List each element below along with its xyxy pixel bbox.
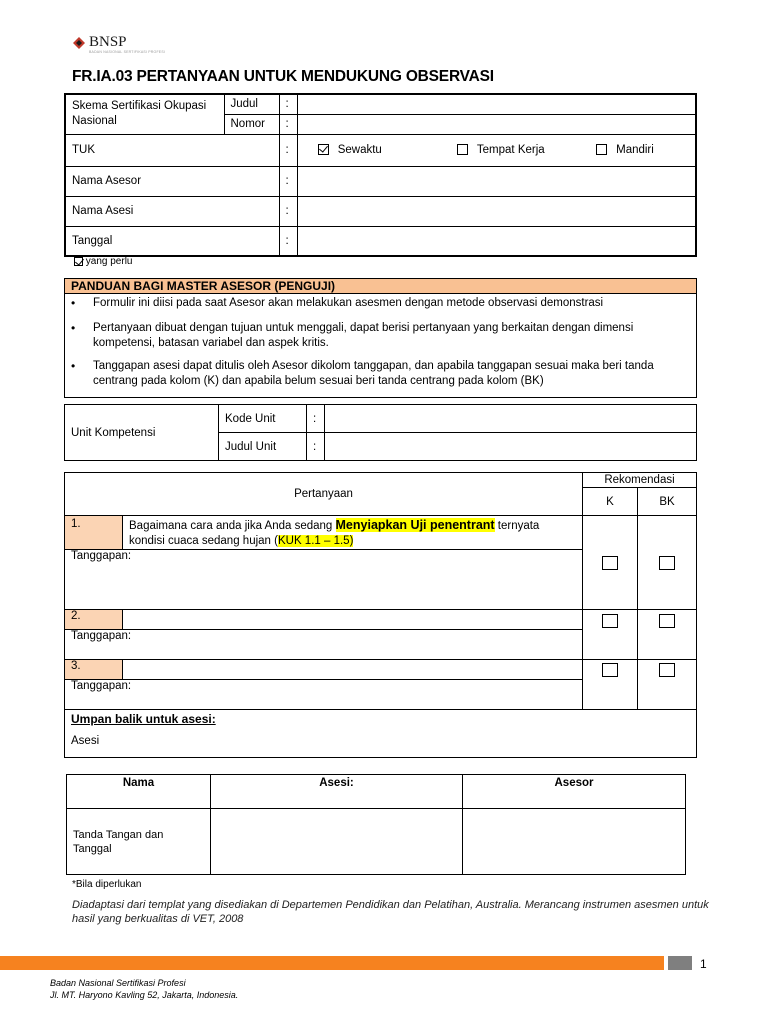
k-cell <box>583 516 638 610</box>
tuk-option-label: Mandiri <box>616 144 654 156</box>
footer-line-1: Badan Nasional Sertifikasi Profesi <box>50 978 186 988</box>
bk-header: BK <box>638 488 697 516</box>
checkbox-icon[interactable] <box>602 614 618 628</box>
question-1-text <box>123 516 583 550</box>
k-cell <box>583 610 638 660</box>
tuk-label: TUK <box>65 134 279 166</box>
panduan-body <box>65 294 697 398</box>
colon: : <box>307 433 325 461</box>
tanggal-label: Tanggal <box>65 226 279 256</box>
tanggapan-3[interactable]: Tanggapan: <box>65 680 583 710</box>
checkbox-icon[interactable] <box>596 144 607 155</box>
judul-label: Judul <box>224 94 279 114</box>
unit-kompetensi-label: Unit Kompetensi <box>65 405 219 461</box>
question-number: 3. <box>65 660 123 680</box>
checked-checkbox-icon <box>74 257 83 266</box>
kode-unit-field[interactable] <box>325 405 697 433</box>
rekomendasi-header: Rekomendasi <box>583 473 697 488</box>
question-table <box>64 472 697 758</box>
logo-text: BNSP <box>89 34 127 50</box>
question-3-text[interactable] <box>123 660 583 680</box>
panduan-item: • Tanggapan asesi dapat ditulis oleh Asesor dikolom tanggapan, dan apabila tanggapan sesuai maka beri tanda centrang pada kolom (K) dan apabila belum sesuai beri tanda centrang pada kolom (BK) <box>65 359 688 389</box>
panduan-item: • Formulir ini diisi pada saat Asesor akan melakukan asesmen dengan metode observasi demonstrasi <box>65 296 688 311</box>
nama-header: Nama <box>67 775 211 809</box>
checked-checkbox-icon[interactable] <box>318 144 329 155</box>
asesi-label: Asesi <box>71 735 100 747</box>
judul-unit-label: Judul Unit <box>219 433 307 461</box>
bk-cell <box>638 660 697 710</box>
checkbox-icon[interactable] <box>457 144 468 155</box>
tuk-option-sewaktu[interactable] <box>318 144 454 156</box>
tanggal-field[interactable] <box>297 226 696 256</box>
tuk-options <box>297 134 696 166</box>
header-table <box>64 93 697 257</box>
tuk-option-label: Sewaktu <box>337 144 382 156</box>
asesor-signature-field[interactable] <box>463 809 686 875</box>
ttd-label: Tanda Tangan dan Tanggal <box>67 809 211 875</box>
tanggapan-2[interactable]: Tanggapan: <box>65 630 583 660</box>
umpan-balik-label: Umpan balik untuk asesi: <box>71 712 216 726</box>
note-bila-diperlukan: *Bila diperlukan <box>72 879 142 890</box>
colon: : <box>279 114 297 134</box>
bnsp-logo <box>72 34 166 56</box>
tuk-option-label: Tempat Kerja <box>476 144 545 156</box>
footer-address <box>50 977 238 1001</box>
tanggapan-1[interactable]: Tanggapan: <box>65 550 583 610</box>
logo-subtitle: BADAN NASIONAL SERTIFIKASI PROFESI <box>89 50 166 54</box>
checkbox-icon[interactable] <box>602 663 618 677</box>
skema-label: Skema Sertifikasi Okupasi Nasional <box>65 94 224 134</box>
unit-table <box>64 404 697 461</box>
panduan-title: PANDUAN BAGI MASTER ASESOR (PENGUJI) <box>65 279 697 294</box>
colon: : <box>279 134 297 166</box>
panduan-table <box>64 278 697 398</box>
k-cell <box>583 660 638 710</box>
checkbox-icon[interactable] <box>659 614 675 628</box>
umpan-balik-cell[interactable] <box>65 710 697 758</box>
judul-field[interactable] <box>297 94 696 114</box>
question-text: Bagaimana cara anda jika Anda sedang <box>129 520 336 532</box>
colon: : <box>279 196 297 226</box>
bk-cell <box>638 610 697 660</box>
checkbox-icon[interactable] <box>659 663 675 677</box>
signature-table <box>66 774 686 875</box>
kuk-reference: KUK 1.1 – 1.5) <box>277 535 354 547</box>
tuk-option-mandiri[interactable] <box>596 144 654 156</box>
kode-unit-label: Kode Unit <box>219 405 307 433</box>
colon: : <box>279 226 297 256</box>
nama-asesor-field[interactable] <box>297 166 696 196</box>
nama-asesor-label: Nama Asesor <box>65 166 279 196</box>
panduan-item: • Pertanyaan dibuat dengan tujuan untuk menggali, dapat berisi pertanyaan yang berkaitan dengan dimensi kompetensi, batasan variabel dan aspek kritis. <box>65 321 688 351</box>
question-text: ternyata kondisi cuaca sedang hujan ( <box>129 520 540 547</box>
asesor-header: Asesor <box>463 775 686 809</box>
colon: : <box>307 405 325 433</box>
checkbox-icon[interactable] <box>659 556 675 570</box>
bnsp-emblem-icon <box>72 36 86 50</box>
judul-unit-field[interactable] <box>325 433 697 461</box>
colon: : <box>279 166 297 196</box>
asesi-signature-field[interactable] <box>211 809 463 875</box>
footer-line-2: Jl. MT. Haryono Kavling 52, Jakarta, Indonesia. <box>50 990 239 1000</box>
question-number: 2. <box>65 610 123 630</box>
panduan-list <box>65 296 688 389</box>
nomor-label: Nomor <box>224 114 279 134</box>
tuk-option-tempat-kerja[interactable] <box>457 144 593 156</box>
question-2-text[interactable] <box>123 610 583 630</box>
question-number: 1. <box>65 516 123 550</box>
nomor-field[interactable] <box>297 114 696 134</box>
footer-grey-box <box>668 956 692 970</box>
note-yang-perlu <box>74 256 132 267</box>
k-header: K <box>583 488 638 516</box>
bk-cell <box>638 516 697 610</box>
checkbox-icon[interactable] <box>602 556 618 570</box>
note-text: yang perlu <box>85 256 133 267</box>
document-title: FR.IA.03 PERTANYAAN UNTUK MENDUKUNG OBSERVASI <box>72 68 494 85</box>
asesi-header: Asesi: <box>211 775 463 809</box>
colon: : <box>279 94 297 114</box>
page-number: 1 <box>700 957 707 971</box>
nama-asesi-field[interactable] <box>297 196 696 226</box>
question-highlight: Menyiapkan Uji penentrant <box>335 518 495 532</box>
footer-orange-bar <box>0 956 664 970</box>
pertanyaan-header: Pertanyaan <box>65 473 583 516</box>
nama-asesi-label: Nama Asesi <box>65 196 279 226</box>
adaptasi-note: Diadaptasi dari templat yang disediakan di Departemen Pendidikan dan Pelatihan, Australia. Merancang instrumen asesmen untuk hasil yang berkualitas di VET, 2008 <box>72 899 709 925</box>
